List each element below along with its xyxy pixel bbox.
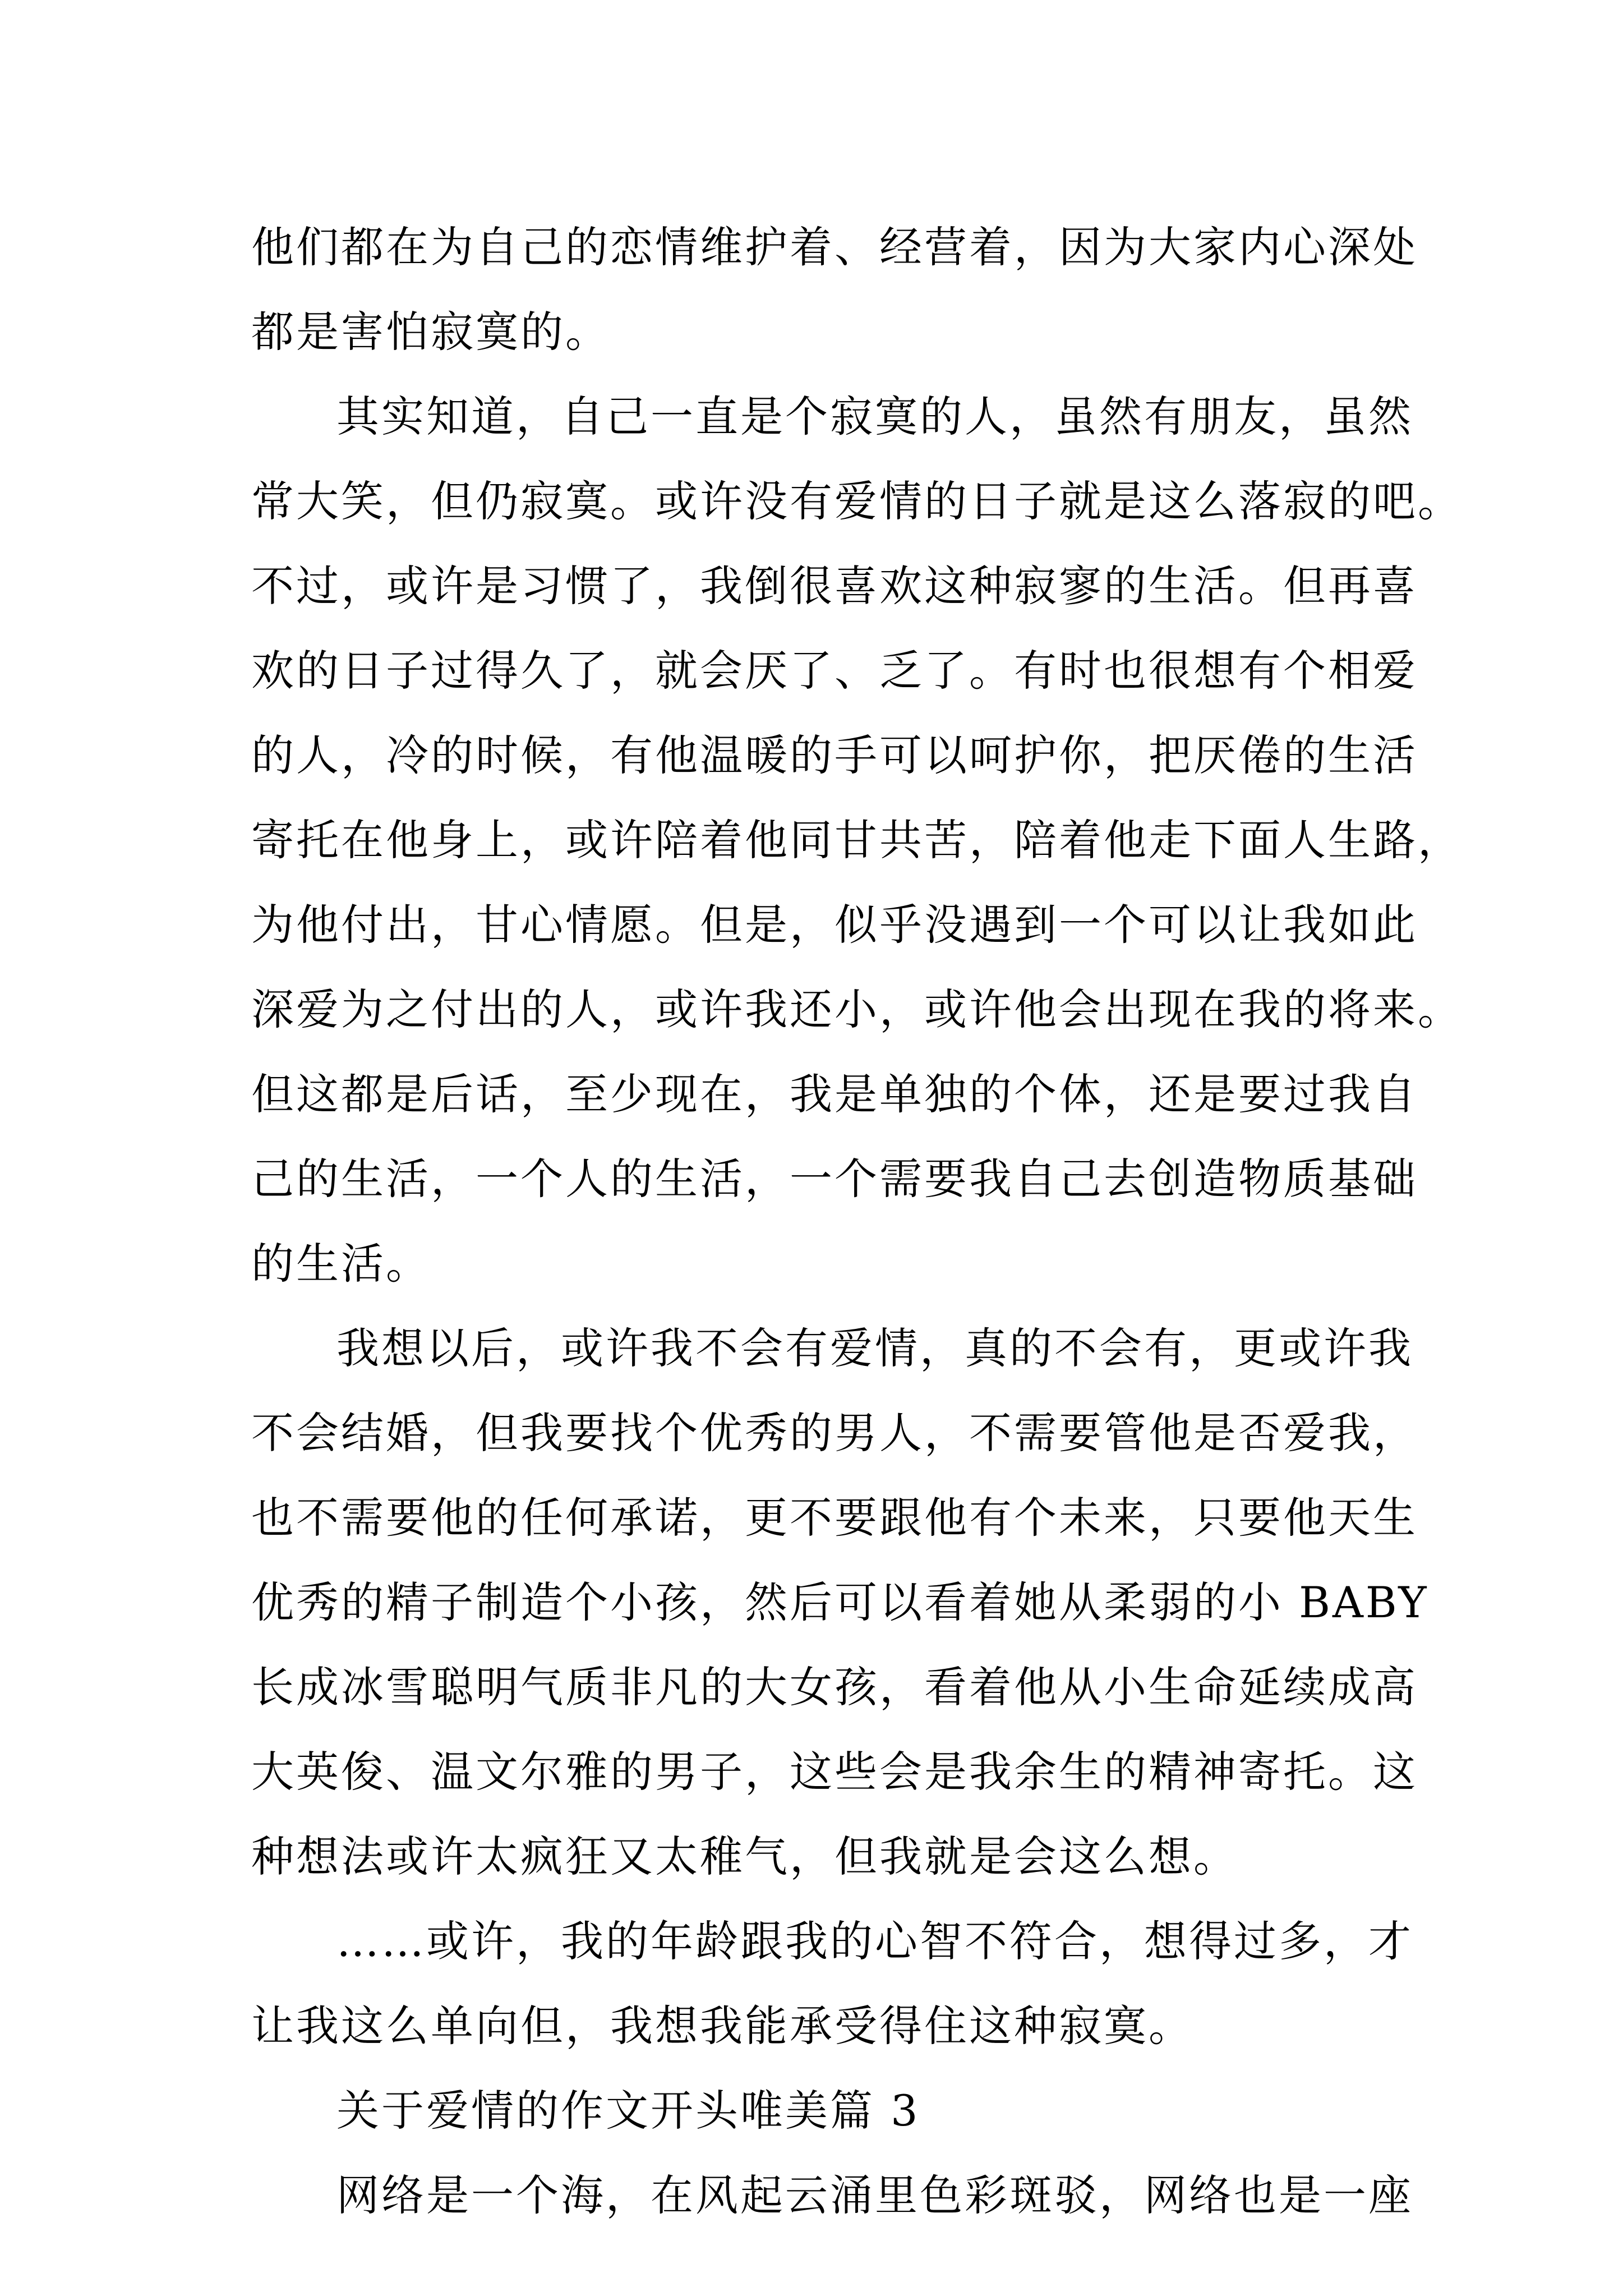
text-line: 但这都是后话，至少现在，我是单独的个体，还是要过我自 [251, 1069, 1418, 1119]
paragraph-start-line: 网络是一个海，在风起云涌里色彩斑驳，网络也是一座 [336, 2170, 1413, 2220]
text-line: 都是害怕寂寞的。 [251, 307, 610, 357]
text-line: 的生活。 [251, 1239, 431, 1289]
text-line: 的人，冷的时候，有他温暖的手可以呵护你，把厌倦的生活 [251, 730, 1418, 780]
text-line: 己的生活，一个人的生活，一个需要我自己去创造物质基础 [251, 1154, 1418, 1204]
text-line: 他们都在为自己的恋情维护着、经营着，因为大家内心深处 [251, 222, 1418, 272]
text-line: 长成冰雪聪明气质非凡的大女孩，看着他从小生命延续成高 [251, 1662, 1418, 1712]
text-line: 也不需要他的任何承诺，更不要跟他有个未来，只要他天生 [251, 1493, 1418, 1543]
text-line: 深爱为之付出的人，或许我还小，或许他会出现在我的将来。 [251, 984, 1463, 1034]
text-line: 种想法或许太疯狂又太稚气，但我就是会这么想。 [251, 1832, 1238, 1881]
paragraph-start-line: 其实知道，自己一直是个寂寞的人，虽然有朋友，虽然 [336, 392, 1413, 441]
text-line: 大英俊、温文尔雅的男子，这些会是我余生的精神寄托。这 [251, 1747, 1418, 1797]
text-line: 不会结婚，但我要找个优秀的男人，不需要管他是否爱我， [251, 1408, 1418, 1458]
paragraph-start-line: ……或许，我的年龄跟我的心智不符合，想得过多，才 [336, 1916, 1413, 1966]
text-line: 优秀的精子制造个小孩，然后可以看着她从柔弱的小 BABY [251, 1577, 1429, 1627]
text-line: 寄托在他身上，或许陪着他同甘共苦，陪着他走下面人生路， [251, 815, 1463, 865]
text-line: 为他付出，甘心情愿。但是，似乎没遇到一个可以让我如此 [251, 900, 1418, 950]
paragraph-start-line: 我想以后，或许我不会有爱情，真的不会有，更或许我 [336, 1323, 1413, 1373]
text-line: 欢的日子过得久了，就会厌了、乏了。有时也很想有个相爱 [251, 646, 1418, 696]
body-text [251, 205, 1463, 2238]
section-heading: 关于爱情的作文开头唯美篇 3 [336, 2086, 920, 2136]
text-line: 不过，或许是习惯了，我倒很喜欢这种寂寥的生活。但再喜 [251, 561, 1418, 611]
text-line: 常大笑，但仍寂寞。或许没有爱情的日子就是这么落寂的吧。 [251, 476, 1463, 526]
text-line: 让我这么单向但，我想我能承受得住这种寂寞。 [251, 2001, 1193, 2051]
